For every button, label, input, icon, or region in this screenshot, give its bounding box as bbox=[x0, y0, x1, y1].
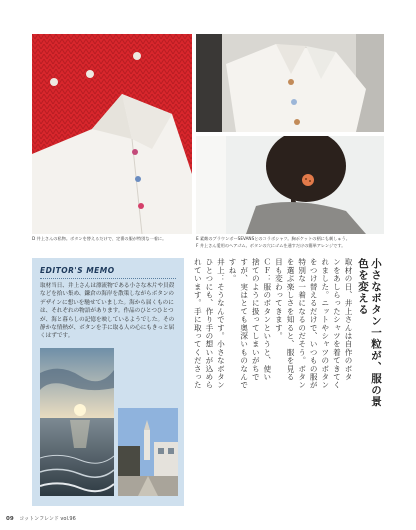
article-line: ンをあしらったシャツを着てきてく bbox=[332, 258, 342, 390]
article-line: 取材の日、井上さんは自作のボタ bbox=[344, 258, 353, 381]
article-line: 井上：そうなんです。小さなボタン bbox=[216, 258, 226, 390]
article-heading: 小さなボタン一粒が、服の景色を変える bbox=[357, 258, 382, 408]
article-line: を選ぶ楽しさを知ると、服を見る bbox=[286, 258, 296, 381]
caption-f: F 井上さん愛用のヘアゴム。ボタンの穴にゴムを通すだけの簡単アレンジです。 bbox=[196, 243, 346, 248]
article-line: 捨てのように扱ってしまいがちで bbox=[251, 258, 261, 381]
caption-e: E 素敵のブラウンボーSEVANSとのコラボシャツ。胸ポケットの柄にも刺しゅう。 bbox=[196, 236, 350, 241]
article-line: 特別な一着になるのだそう。ボタン bbox=[297, 258, 307, 390]
page-number: 09 bbox=[6, 516, 14, 522]
photo-white-shirt bbox=[196, 34, 384, 132]
article-body bbox=[188, 258, 354, 502]
photo-town-church bbox=[118, 408, 178, 496]
article-line: れています。手に取ってくださった bbox=[193, 258, 203, 390]
article-line: をつけ替えるだけで、いつもの服が bbox=[309, 258, 319, 390]
article-line: すね。 bbox=[228, 258, 238, 283]
editors-memo-body: 取材当日、井上さんは漂流物である小さな木片や貝殻などを拾い集め、鎌倉の海岸を散策しながらボタンのデザインに想いを馳せていました。海から届くものには、それぞれの物語があります。作品のひとつひとつが、海と暮らしの記憶を映しているようでした。その静かな情熱が、ボタンを手に取る人の心にもきっと届くはずです。 bbox=[40, 283, 175, 340]
photo-hair-tie bbox=[196, 136, 384, 234]
photo-red-knit-shirt bbox=[32, 34, 192, 234]
page-footer bbox=[6, 515, 76, 522]
article-line: すが、実はとても奥深いものなんで bbox=[239, 258, 249, 390]
editors-memo-box bbox=[32, 258, 184, 506]
article-line: ＣＦ：服のボタンというと、使い bbox=[262, 258, 272, 381]
magazine-issue: vol.96 bbox=[60, 516, 76, 522]
article-line: れました。ニットやシャツのボタン bbox=[320, 258, 330, 390]
magazine-title: コットンフレンド bbox=[19, 516, 59, 522]
article-line: ひとつにも、作り手の想いが込めら bbox=[204, 258, 214, 390]
editors-memo-header bbox=[40, 266, 176, 279]
editors-memo-title: EDITOR'S MEMO bbox=[40, 266, 115, 275]
article-line: 目も変わってきます。 bbox=[274, 258, 284, 340]
caption-d: D 井上さんの私物。ボタンを替えるだけで、定番の服が特別な一着に。 bbox=[32, 236, 167, 241]
photo-sea-sunset bbox=[40, 348, 114, 496]
